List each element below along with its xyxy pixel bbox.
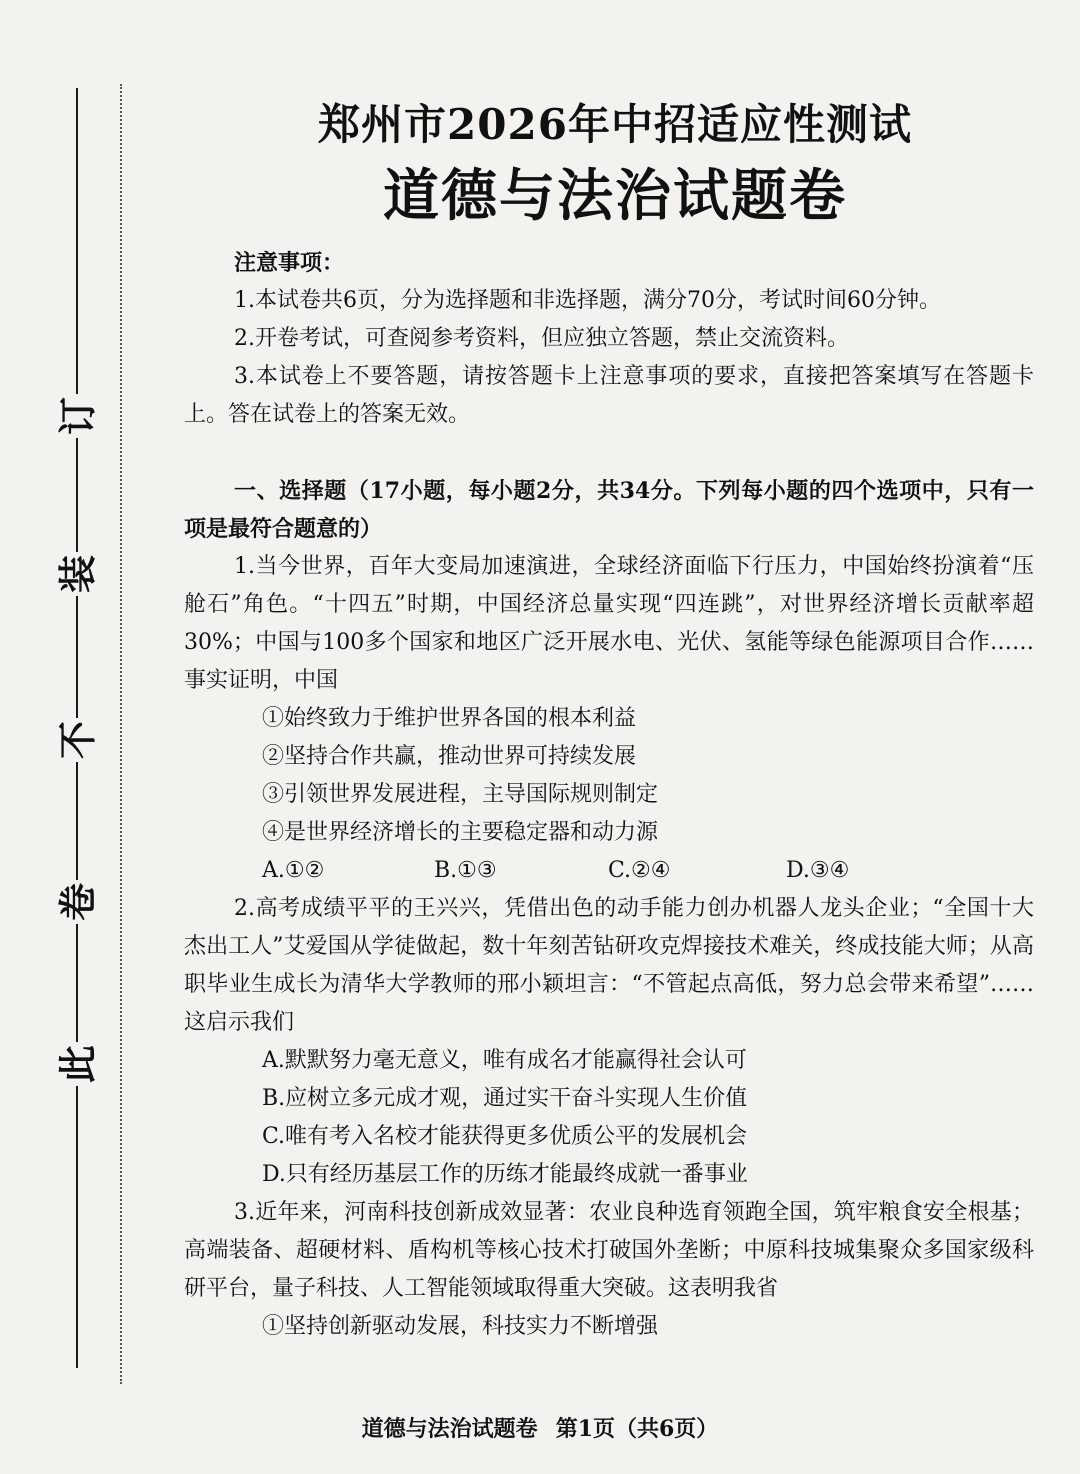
question-1-statement-1: ①始终致力于维护世界各国的根本利益 <box>262 706 637 731</box>
question-1-choice-b: B.①③ <box>434 858 497 883</box>
notice-item-1: 1.本试卷共6页，分为选择题和非选择题，满分70分，考试时间60分钟。 <box>234 288 941 313</box>
question-2-option-a: A.默默努力毫无意义，唯有成名才能赢得社会认可 <box>262 1048 747 1073</box>
subject-title: 道德与法治试题卷 <box>383 164 847 229</box>
question-1-stem: 1.当今世界，百年大变局加速演进，全球经济面临下行压力，中国始终扮演着“压舱石”角色。“十四五”时期，中国经济总量实现“四连跳”，对世界经济增长贡献率超30%；中国与100多个国家和地区广泛开展水电、光伏、氢能等绿色能源项目合作……事实证明，中国 <box>184 554 1034 693</box>
question-3-statement-1: ①坚持创新驱动发展，科技实力不断增强 <box>262 1314 659 1339</box>
exam-content <box>184 244 1034 1346</box>
question-2-option-c: C.唯有考入名校才能获得更多优质公平的发展机会 <box>262 1124 748 1149</box>
question-2-option-b: B.应树立多元成才观，通过实干奋斗实现人生价值 <box>262 1086 748 1111</box>
question-3-stem: 3.近年来，河南科技创新成效显著：农业良种选育领跑全国，筑牢粮食安全根基；高端装备、超硬材料、盾构机等核心技术打破国外垄断；中原科技城集聚众多国家级科研平台，量子科技、人工智能领域取得重大突破。这表明我省 <box>184 1200 1034 1301</box>
binding-char-1: 此 <box>56 1042 100 1086</box>
question-1-statement-4: ④是世界经济增长的主要稳定器和动力源 <box>262 820 659 845</box>
notice-item-3: 3.本试卷上不要答题，请按答题卡上注意事项的要求，直接把答案填写在答题卡上。答在试卷上的答案无效。 <box>184 364 1034 427</box>
page-footer <box>0 1412 1080 1443</box>
question-1-choices <box>184 852 1034 890</box>
exam-title: 郑州市2026年中招适应性测试 <box>318 100 912 149</box>
question-2-option-d: D.只有经历基层工作的历练才能最终成就一番事业 <box>262 1162 748 1187</box>
section-heading: 一、选择题（17小题，每小题2分，共34分。下列每小题的四个选项中，只有一项是最符合题意的） <box>184 478 1034 542</box>
spacer <box>184 434 1034 472</box>
footer-page-info: 第1页（共6页） <box>555 1416 719 1442</box>
binding-dotted-line <box>120 84 122 1384</box>
question-1-statement-2: ②坚持合作共赢，推动世界可持续发展 <box>262 744 637 769</box>
binding-char-2: 卷 <box>56 880 100 924</box>
footer-paper-name: 道德与法治试题卷 <box>361 1416 538 1442</box>
notice-heading: 注意事项： <box>234 250 345 276</box>
question-1-choice-c: C.②④ <box>608 858 671 883</box>
binding-char-5: 订 <box>56 394 100 438</box>
question-2-stem: 2.高考成绩平平的王兴兴，凭借出色的动手能力创办机器人龙头企业；“全国十大杰出工人”艾爱国从学徒做起，数十年刻苦钻研攻克焊接技术难关，终成技能大师；从高职毕业生成长为清华大学教师的邢小颖坦言：“不管起点高低，努力总会带来希望”……这启示我们 <box>184 896 1034 1035</box>
question-1-choice-d: D.③④ <box>786 858 850 883</box>
binding-char-4: 装 <box>56 552 100 596</box>
question-1-statement-3: ③引领世界发展进程，主导国际规则制定 <box>262 782 659 807</box>
binding-char-3: 不 <box>56 718 100 762</box>
notice-item-2: 2.开卷考试，可查阅参考资料，但应独立答题，禁止交流资料。 <box>234 326 849 351</box>
question-1-choice-a: A.①② <box>262 858 325 883</box>
